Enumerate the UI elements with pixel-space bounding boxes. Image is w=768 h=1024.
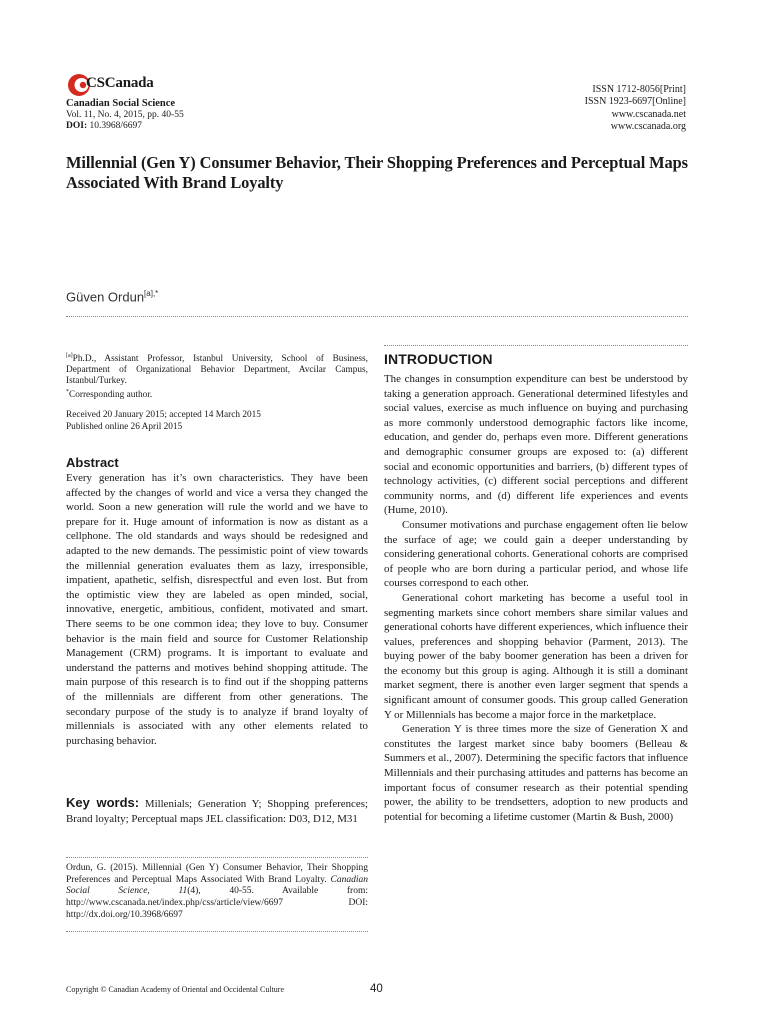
- volume-line: Vol. 11, No. 4, 2015, pp. 40-55: [66, 110, 184, 120]
- author-sup: [a],*: [144, 289, 159, 298]
- citation-part1: Ordun, G. (2015). Millennial (Gen Y) Consumer Behavior, Their Shopping Preferences and Perceptual Maps Associated With Brand Loyalty.: [66, 863, 368, 885]
- citation: [66, 863, 368, 922]
- issn-print: ISSN 1712-8056[Print]: [592, 84, 686, 95]
- author-line: [66, 289, 158, 304]
- keywords-label: Key words:: [66, 795, 140, 810]
- footer-copyright: Copyright © Canadian Academy of Oriental and Occidental Culture: [66, 985, 285, 994]
- corresponding-sup: *: [66, 389, 69, 396]
- page-number: 40: [370, 983, 383, 995]
- abstract-heading: Abstract: [66, 455, 119, 470]
- author-divider: [66, 316, 688, 317]
- received-date: Received 20 January 2015; accepted 14 March 2015: [66, 410, 261, 420]
- logo-text: CSCanada: [86, 75, 154, 91]
- keywords: [66, 796, 368, 826]
- citation-bottom-rule: [66, 931, 368, 932]
- affiliation-text: Ph.D., Assistant Professor, Istanbul University, School of Business, Department of Organizational Behavior Department, Avcilar Campus, Istanbul/Turkey.: [66, 354, 368, 387]
- corresponding-text: Corresponding author.: [69, 390, 153, 401]
- doi-line: [66, 121, 142, 131]
- intro-paragraph-4: Generation Y is three times more the size of Generation X and constitutes the largest market since baby boomers (Belleau & Summers et al., 2007). Determining the specific factors that influence Millennials and their purchasing attitudes and patterns has become an important focus of consumer research as their potential spending power, the ability to be trendsetters, adoption to new products and potential for becoming a lifetime customer (Martin & Bush, 2000): [384, 723, 688, 823]
- citation-journal: Canadian Social Science, 11: [66, 874, 368, 897]
- author-name: Güven Ordun: [66, 289, 145, 305]
- dates-block: [66, 410, 368, 433]
- doi-label: DOI:: [66, 121, 88, 131]
- citation-top-rule: [66, 857, 368, 858]
- affiliation-sup: [a]: [66, 353, 73, 359]
- published-date: Published online 26 April 2015: [66, 421, 183, 432]
- url-net[interactable]: www.cscanada.net: [611, 108, 686, 120]
- journal-name: Canadian Social Science: [66, 98, 176, 109]
- doi-value: 10.3968/6697: [89, 121, 143, 131]
- url-org[interactable]: www.cscanada.org: [610, 120, 686, 132]
- intro-paragraph-1: The changes in consumption expenditure can best be understood by taking a generation approach. Generational determined lifestyles and social values, exercise as much influence on buying and purchasing as more commonly understood demographic factors like income, education, and gender do, perhaps even more. Different generations and demographic consumer groups are exposed to: (a) different social and economic opportunities and barriers, (b) different types of technology activities, (c) different social perceptions and different community norms, and (d) different life experiences and events (Hume, 2010).: [384, 373, 688, 517]
- introduction-rule: [384, 345, 688, 346]
- abstract-text: Every generation has it’s own characteristics. They have been affected by the changes of world and vice a versa they changed the world. Soon a new generation will rule the world and we have to prepare for it. Huge amount of information is now as distant as a cellphone. The old standards and ways should be redesigned and adapted to the new demands. The pessimistic point of view towards the millennial generation evaluates them as lazy, irresponsible, impatient, apathetic, selfish, disrespectful and even lost. But from the optimistic view they are labeled as open minded, social, innovative, energetic, ambitious, confident, motivated and smart. There seems to be one common idea; they love to buy. Consumer behavior is the main field and source for Customer Relationship Management (CRM) programs. It is important to evaluate and understand the patterns and motives behind shopping attitude. The main purpose of this research is to find out if the shopping patterns of the millennials are different from other generations. The secondary purpose of the study is to analyze if brand loyalty of millennials is associated with any other elements related to purchasing behavior.: [66, 472, 368, 747]
- keywords-text: Millenials; Generation Y; Shopping preferences; Brand loyalty; Perceptual maps JEL classification: D03, D12, M31: [66, 798, 368, 825]
- intro-paragraph-3: Generational cohort marketing has become a useful tool in segmenting markets since cohort members share similar values and generational cohorts have different experiences, which influence their values, preferences and shopping behavior (Parment, 2013). The buying power of the baby boomer generation has been a driven for the economy but this group is aging. Although it is still a dominant market segment, there is another even larger segment that spends a significant amount of consumer goods. This group called Generation Y or Millennials has become a major force in the marketplace.: [384, 591, 688, 721]
- header-issn-block: [585, 84, 686, 133]
- issn-online: ISSN 1923-6697[Online]: [584, 96, 686, 108]
- citation-part2[interactable]: (4), 40-55. Available from: http://www.cscanada.net/index.php/css/article/view/6697 DOI: http://dx.doi.org/10.3968/6697: [66, 886, 368, 920]
- intro-paragraph-2: Consumer motivations and purchase engagement often lie below the surface of age; we could gain a deeper understanding by considering generational cohorts. Generational cohorts are comprised of people who are born during a particular period, and whose life courses correspond to each other.: [384, 518, 688, 590]
- article-title: Millennial (Gen Y) Consumer Behavior, Their Shopping Preferences and Perceptual Maps Associated With Brand Loyalty: [66, 153, 688, 192]
- affiliation: [66, 351, 368, 401]
- introduction-heading: INTRODUCTION: [384, 351, 493, 367]
- introduction-body: [384, 372, 688, 824]
